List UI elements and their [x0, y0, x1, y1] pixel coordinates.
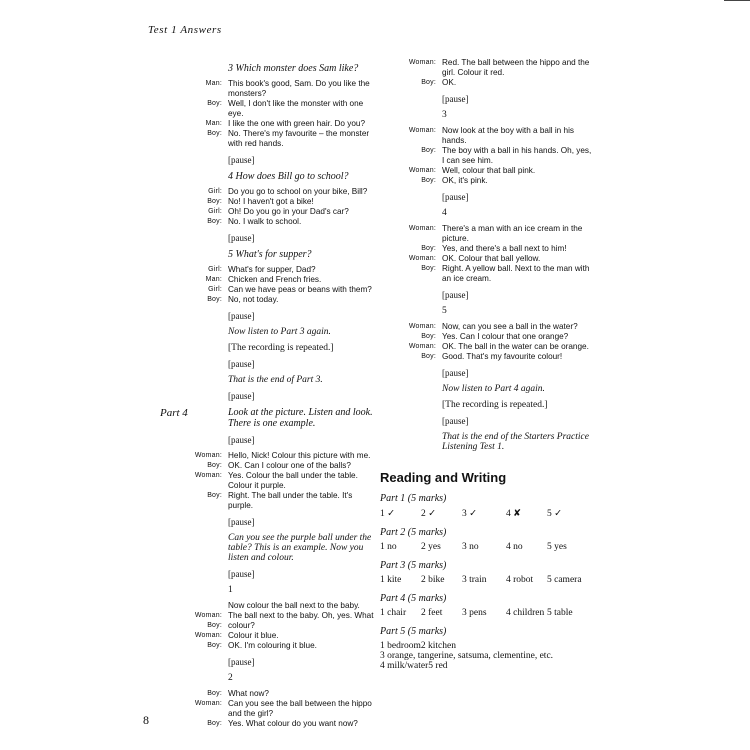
dialogue-2-continued [380, 58, 595, 88]
dialogue-q4 [160, 187, 375, 227]
reading-writing-answers [380, 493, 595, 671]
speaker-label: Girl: [208, 286, 222, 293]
item-number-1: 1 [228, 585, 233, 595]
spoken-text: Now look at the boy with a ball in his hands. [442, 126, 574, 145]
spoken-text: Now, can you see a ball in the water? [442, 322, 578, 331]
dialogue-q3 [160, 79, 375, 149]
dialogue-line [380, 352, 595, 362]
spoken-text: There's a man with an ice cream in the picture. [442, 224, 583, 243]
rw-part-heading: Part 1 (5 marks) [380, 493, 447, 504]
rw-answer: 2 feet [421, 608, 443, 618]
spoken-text: Oh! Do you go in your Dad's car? [228, 207, 349, 216]
pause-marker: [pause] [442, 290, 469, 300]
spoken-text: Chicken and French fries. [228, 275, 322, 284]
speaker-label: Boy: [421, 265, 436, 272]
speaker-label: Woman: [408, 323, 436, 330]
speaker-label: Boy: [421, 333, 436, 340]
pause-marker: [pause] [442, 416, 469, 426]
dialogue-line [380, 146, 595, 166]
speaker-label: Boy: [421, 79, 436, 86]
spoken-text: OK. Colour that ball yellow. [442, 254, 541, 263]
spoken-text: Can we have peas or beans with them? [228, 285, 372, 294]
pause-marker: [pause] [228, 391, 255, 401]
pause-marker: [pause] [228, 435, 255, 445]
rw-answer-row [380, 508, 595, 519]
spoken-text: The ball next to the baby. Oh, yes. What [228, 611, 374, 620]
speaker-label: Boy: [421, 245, 436, 252]
spoken-text: The boy with a ball in his hands. Oh, yes, I can see him. [442, 146, 592, 165]
speaker-label: Man: [205, 276, 222, 283]
spoken-text: No! I haven't got a bike! [228, 197, 314, 206]
spoken-text: Well, colour that ball pink. [442, 166, 536, 175]
dialogue-line [160, 631, 375, 641]
spoken-text: I like the one with green hair. Do you? [228, 119, 365, 128]
pause-marker: [pause] [228, 657, 255, 667]
pause-marker: [pause] [442, 192, 469, 202]
spoken-text: colour? [228, 621, 255, 630]
dialogue-line [380, 264, 595, 284]
rw-answer: 3 pens [462, 608, 487, 618]
spoken-text: No, not today. [228, 295, 279, 304]
dialogue-line [160, 79, 375, 99]
page-number: 8 [143, 713, 149, 727]
listen-again-instruction: Now listen to Part 3 again. [228, 327, 331, 337]
rw-answer: 3 ✓ [462, 509, 478, 519]
speaker-label: Boy: [207, 622, 222, 629]
speaker-label: Boy: [421, 353, 436, 360]
speaker-label: Girl: [208, 188, 222, 195]
corner-mark [724, 0, 750, 1]
dialogue-line [380, 176, 595, 186]
dialogue-line [380, 254, 595, 264]
spoken-text: Now colour the ball next to the baby. [228, 601, 360, 610]
speaker-label: Woman: [194, 700, 222, 707]
dialogue-line [160, 275, 375, 285]
spoken-text: What now? [228, 689, 269, 698]
speaker-label: Boy: [421, 177, 436, 184]
speaker-label: Woman: [408, 255, 436, 262]
dialogue-line [160, 611, 375, 621]
speaker-label: Woman: [408, 127, 436, 134]
item-number-4: 4 [442, 208, 447, 218]
dialogue-line [160, 451, 375, 461]
dialogue-line [160, 197, 375, 207]
dialogue-4 [380, 224, 595, 284]
rw-answer-row [380, 575, 595, 585]
speaker-label: Girl: [208, 266, 222, 273]
rw-answer: 5 red [428, 661, 448, 671]
dialogue-line [380, 332, 595, 342]
running-header: Test 1 Answers [148, 24, 222, 36]
end-of-part-note: That is the end of Part 3. [228, 375, 323, 385]
speaker-label: Girl: [208, 208, 222, 215]
rw-answer: 2 bike [421, 575, 445, 585]
reading-writing-title: Reading and Writing [380, 470, 507, 485]
pause-marker: [pause] [228, 233, 255, 243]
right-column [380, 58, 595, 671]
dialogue-line [160, 295, 375, 305]
part-4-heading [160, 407, 375, 429]
rw-answer: 1 no [380, 542, 397, 552]
dialogue-q5 [160, 265, 375, 305]
spoken-text: What's for supper, Dad? [228, 265, 316, 274]
speaker-label: Woman: [408, 59, 436, 66]
speaker-label: Man: [205, 80, 222, 87]
speaker-label: Woman: [408, 225, 436, 232]
rw-answer: 4 children [506, 608, 545, 618]
spoken-text: This book's good, Sam. Do you like the monsters? [228, 79, 370, 98]
dialogue-line [160, 699, 375, 719]
speaker-label: Boy: [207, 296, 222, 303]
listen-again-instruction: Now listen to Part 4 again. [442, 384, 545, 394]
rw-part-heading: Part 2 (5 marks) [380, 527, 447, 538]
part-4-instruction: Look at the picture. Listen and look. There is one example. [228, 407, 373, 429]
dialogue-example [160, 451, 375, 511]
rw-answer: 3 orange, tangerine, satsuma, clementine, etc. [380, 651, 554, 661]
dialogue-line [380, 58, 595, 78]
rw-answer: 2 ✓ [421, 509, 437, 519]
recording-repeated-note: [The recording is repeated.] [228, 343, 334, 353]
dialogue-line [160, 689, 375, 699]
rw-answer: 5 yes [547, 542, 567, 552]
spoken-text: Colour it blue. [228, 631, 279, 640]
item-number-2: 2 [228, 673, 233, 683]
spoken-text: Do you go to school on your bike, Bill? [228, 187, 368, 196]
dialogue-line [380, 342, 595, 352]
pause-marker: [pause] [442, 94, 469, 104]
dialogue-line [160, 207, 375, 217]
pause-marker: [pause] [228, 359, 255, 369]
dialogue-line [160, 601, 375, 611]
rw-answer: 4 ✘ [506, 509, 522, 519]
rw-answer: 4 robot [506, 575, 534, 585]
spoken-text: Well, I don't like the monster with one eye. [228, 99, 364, 118]
pause-marker: [pause] [228, 569, 255, 579]
dialogue-line [160, 119, 375, 129]
speaker-label: Boy: [207, 492, 222, 499]
speaker-label: Boy: [207, 690, 222, 697]
rw-part-heading: Part 4 (5 marks) [380, 593, 447, 604]
spoken-text: OK. I'm colouring it blue. [228, 641, 317, 650]
speaker-label: Boy: [207, 100, 222, 107]
left-column [160, 58, 375, 729]
speaker-label: Boy: [207, 642, 222, 649]
rw-answer: 3 train [462, 575, 487, 585]
rw-answer: 5 camera [547, 575, 582, 585]
part-4-label: Part 4 [160, 407, 188, 419]
dialogue-line [380, 224, 595, 244]
dialogue-line [380, 322, 595, 332]
rw-answer: 3 no [462, 542, 479, 552]
dialogue-line [160, 265, 375, 275]
dialogue-line [160, 491, 375, 511]
rw-answer: 5 table [547, 608, 573, 618]
dialogue-line [160, 129, 375, 149]
spoken-text: Yes. Colour the ball under the table. Colour it purple. [228, 471, 358, 490]
pause-marker: [pause] [228, 155, 255, 165]
dialogue-line [160, 719, 375, 729]
spoken-text: Yes. Can I colour that one orange? [442, 332, 569, 341]
rw-answer: 2 yes [421, 542, 441, 552]
question-4-title: 4 How does Bill go to school? [228, 171, 349, 182]
rw-answer: 1 kite [380, 575, 402, 585]
dialogue-line [160, 461, 375, 471]
dialogue-1 [160, 601, 375, 651]
spoken-text: Right. The ball under the table. It's purple. [228, 491, 353, 510]
speaker-label: Woman: [194, 452, 222, 459]
rw-answer: 4 milk/water [380, 661, 429, 671]
speaker-label: Woman: [408, 167, 436, 174]
speaker-label: Woman: [194, 632, 222, 639]
dialogue-line [160, 187, 375, 197]
pause-marker: [pause] [228, 311, 255, 321]
dialogue-line [160, 99, 375, 119]
speaker-label: Boy: [207, 130, 222, 137]
question-3-title: 3 Which monster does Sam like? [228, 63, 359, 74]
pause-marker: [pause] [228, 517, 255, 527]
rw-answer: 5 ✓ [547, 509, 563, 519]
rw-answer: 1 chair [380, 608, 407, 618]
dialogue-5 [380, 322, 595, 362]
rw-answer-row [380, 608, 595, 618]
dialogue-line [380, 244, 595, 254]
speaker-label: Boy: [207, 720, 222, 727]
spoken-text: Right. A yellow ball. Next to the man with an ice cream. [442, 264, 590, 283]
dialogue-line [160, 217, 375, 227]
spoken-text: Yes, and there's a ball next to him! [442, 244, 567, 253]
spoken-text: OK. Can I colour one of the balls? [228, 461, 351, 470]
spoken-text: OK. [442, 78, 457, 87]
speaker-label: Man: [205, 120, 222, 127]
dialogue-line [160, 471, 375, 491]
dialogue-line [160, 285, 375, 295]
spoken-text: OK. The ball in the water can be orange. [442, 342, 589, 351]
spoken-text: OK, it's pink. [442, 176, 488, 185]
end-of-test-note: That is the end of the Starters Practice Listening Test 1. [442, 432, 589, 452]
speaker-label: Boy: [207, 218, 222, 225]
speaker-label [160, 601, 222, 611]
question-5-title: 5 What's for supper? [228, 249, 312, 260]
pause-marker: [pause] [442, 368, 469, 378]
rw-answer-row [380, 542, 595, 552]
spoken-text: Good. That's my favourite colour! [442, 352, 563, 361]
speaker-label: Boy: [207, 462, 222, 469]
speaker-label: Woman: [408, 343, 436, 350]
dialogue-line [160, 641, 375, 651]
spoken-text: No. There's my favourite – the monster with red hands. [228, 129, 370, 148]
speaker-label: Woman: [194, 472, 222, 479]
dialogue-2 [160, 689, 375, 729]
spoken-text: Can you see the ball between the hippo and the girl? [228, 699, 372, 718]
rw-answer: 1 bedroom [380, 641, 421, 651]
example-instruction: Can you see the purple ball under the table? This is an example. Now you listen and colour. [228, 533, 372, 563]
dialogue-3 [380, 126, 595, 186]
rw-answer: 1 ✓ [380, 509, 396, 519]
rw-answer: 4 no [506, 542, 523, 552]
item-number-3: 3 [442, 110, 447, 120]
item-number-5: 5 [442, 306, 447, 316]
speaker-label: Woman: [194, 612, 222, 619]
spoken-text: No. I walk to school. [228, 217, 302, 226]
rw-answer-row [380, 641, 595, 671]
dialogue-line [380, 126, 595, 146]
dialogue-line [380, 166, 595, 176]
rw-part-heading: Part 3 (5 marks) [380, 560, 447, 571]
rw-part-heading: Part 5 (5 marks) [380, 626, 447, 637]
spoken-text: Red. The ball between the hippo and the girl. Colour it red. [442, 58, 590, 77]
spoken-text: Yes. What colour do you want now? [228, 719, 358, 728]
spoken-text: Hello, Nick! Colour this picture with me. [228, 451, 371, 460]
recording-repeated-note: [The recording is repeated.] [442, 400, 548, 410]
dialogue-line [380, 78, 595, 88]
speaker-label: Boy: [421, 147, 436, 154]
dialogue-line [160, 621, 375, 631]
speaker-label: Boy: [207, 198, 222, 205]
rw-answer: 2 kitchen [420, 641, 456, 651]
